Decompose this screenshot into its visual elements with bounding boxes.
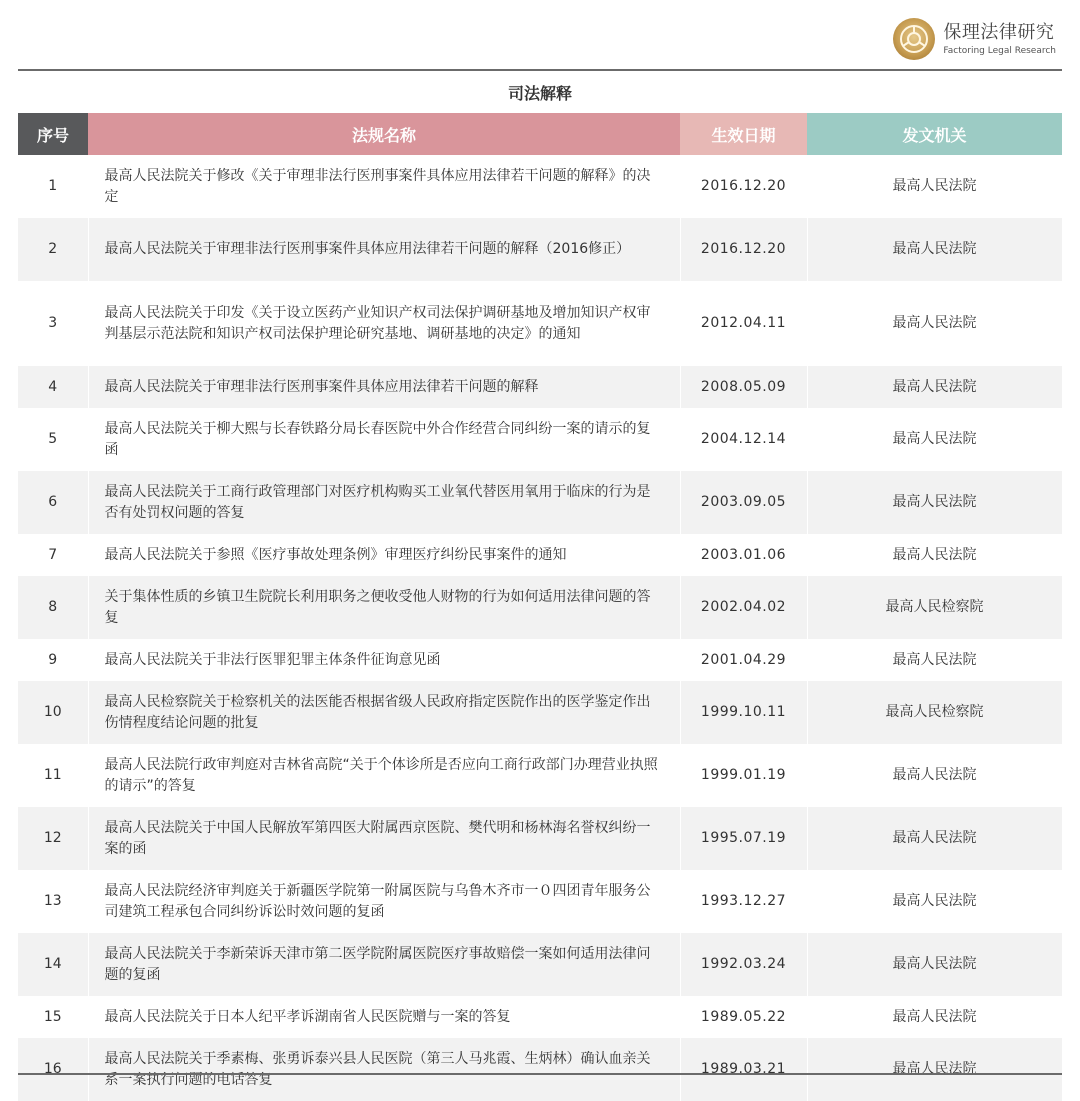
table-row: [18, 807, 1062, 870]
issuing-authority: 最高人民法院: [807, 534, 1062, 576]
regulation-name: 最高人民法院关于日本人纪平孝诉湖南省人民医院赠与一案的答复: [88, 996, 680, 1038]
table-row: [18, 218, 1062, 281]
row-number: 15: [18, 996, 88, 1038]
regulation-name: 最高人民法院关于工商行政管理部门对医疗机构购买工业氧代替医用氧用于临床的行为是否有处罚权问题的答复: [88, 471, 680, 534]
row-number: 8: [18, 576, 88, 639]
table-row: [18, 1038, 1062, 1101]
effective-date: 2008.05.09: [680, 366, 807, 408]
effective-date: 1999.10.11: [680, 681, 807, 744]
brand-name-cn: 保理法律研究: [943, 21, 1055, 43]
effective-date: 2003.09.05: [680, 471, 807, 534]
column-header-name: 法规名称: [88, 113, 680, 155]
table-bottom-rule: [18, 1073, 1062, 1075]
table-row: [18, 870, 1062, 933]
row-number: 6: [18, 471, 88, 534]
table-row: [18, 681, 1062, 744]
page-header: [18, 0, 1062, 71]
row-number: 13: [18, 870, 88, 933]
table-row: [18, 639, 1062, 681]
table-row: [18, 366, 1062, 408]
row-number: 16: [18, 1038, 88, 1101]
effective-date: 1989.05.22: [680, 996, 807, 1038]
regulation-name: 最高人民法院关于审理非法行医刑事案件具体应用法律若干问题的解释: [88, 366, 680, 408]
issuing-authority: 最高人民法院: [807, 870, 1062, 933]
table-row: [18, 996, 1062, 1038]
effective-date: 2012.04.11: [680, 281, 807, 366]
table-row: [18, 534, 1062, 576]
issuing-authority: 最高人民法院: [807, 1038, 1062, 1101]
row-number: 10: [18, 681, 88, 744]
column-header-date: 生效日期: [680, 113, 807, 155]
regulation-name: 最高人民法院经济审判庭关于新疆医学院第一附属医院与乌鲁木齐市一０四团青年服务公司建筑工程承包合同纠纷诉讼时效问题的复函: [88, 870, 680, 933]
effective-date: 1993.12.27: [680, 870, 807, 933]
issuing-authority: 最高人民法院: [807, 366, 1062, 408]
row-number: 3: [18, 281, 88, 366]
column-header-no: 序号: [18, 113, 88, 155]
issuing-authority: 最高人民法院: [807, 933, 1062, 996]
regulation-name: 最高人民法院关于柳大熙与长春铁路分局长春医院中外合作经营合同纠纷一案的请示的复函: [88, 408, 680, 471]
table-row: [18, 744, 1062, 807]
row-number: 11: [18, 744, 88, 807]
column-header-org: 发文机关: [807, 113, 1062, 155]
issuing-authority: 最高人民法院: [807, 155, 1062, 218]
table-row: [18, 471, 1062, 534]
effective-date: 1999.01.19: [680, 744, 807, 807]
effective-date: 1992.03.24: [680, 933, 807, 996]
regulation-name: 最高人民法院关于非法行医罪犯罪主体条件征询意见函: [88, 639, 680, 681]
issuing-authority: 最高人民法院: [807, 639, 1062, 681]
logo-emblem-icon: [893, 18, 935, 60]
effective-date: 2003.01.06: [680, 534, 807, 576]
regulation-name: 关于集体性质的乡镇卫生院院长利用职务之便收受他人财物的行为如何适用法律问题的答复: [88, 576, 680, 639]
regulation-table: [18, 113, 1063, 1101]
row-number: 12: [18, 807, 88, 870]
regulation-name: 最高人民检察院关于检察机关的法医能否根据省级人民政府指定医院作出的医学鉴定作出伤情程度结论问题的批复: [88, 681, 680, 744]
issuing-authority: 最高人民法院: [807, 281, 1062, 366]
issuing-authority: 最高人民法院: [807, 744, 1062, 807]
issuing-authority: 最高人民法院: [807, 218, 1062, 281]
brand: [893, 18, 1056, 60]
row-number: 14: [18, 933, 88, 996]
table-row: [18, 155, 1062, 218]
table-row: [18, 408, 1062, 471]
table-header-row: [18, 113, 1062, 155]
table-row: [18, 281, 1062, 366]
regulation-name: 最高人民法院关于修改《关于审理非法行医刑事案件具体应用法律若干问题的解释》的决定: [88, 155, 680, 218]
row-number: 7: [18, 534, 88, 576]
issuing-authority: 最高人民检察院: [807, 576, 1062, 639]
effective-date: 2004.12.14: [680, 408, 807, 471]
row-number: 4: [18, 366, 88, 408]
row-number: 1: [18, 155, 88, 218]
regulation-name: 最高人民法院行政审判庭对吉林省高院“关于个体诊所是否应向工商行政部门办理营业执照的请示”的答复: [88, 744, 680, 807]
regulation-name: 最高人民法院关于审理非法行医刑事案件具体应用法律若干问题的解释（2016修正）: [88, 218, 680, 281]
issuing-authority: 最高人民法院: [807, 408, 1062, 471]
row-number: 2: [18, 218, 88, 281]
effective-date: 1995.07.19: [680, 807, 807, 870]
table-row: [18, 576, 1062, 639]
issuing-authority: 最高人民法院: [807, 996, 1062, 1038]
row-number: 5: [18, 408, 88, 471]
brand-name-en: Factoring Legal Research: [943, 45, 1056, 56]
regulation-name: 最高人民法院关于参照《医疗事故处理条例》审理医疗纠纷民事案件的通知: [88, 534, 680, 576]
issuing-authority: 最高人民法院: [807, 471, 1062, 534]
effective-date: 2016.12.20: [680, 155, 807, 218]
row-number: 9: [18, 639, 88, 681]
section-title: 司法解释: [507, 84, 572, 103]
regulation-name: 最高人民法院关于中国人民解放军第四医大附属西京医院、樊代明和杨林海名誉权纠纷一案的函: [88, 807, 680, 870]
effective-date: 2016.12.20: [680, 218, 807, 281]
issuing-authority: 最高人民法院: [807, 807, 1062, 870]
effective-date: 1989.03.21: [680, 1038, 807, 1101]
issuing-authority: 最高人民检察院: [807, 681, 1062, 744]
effective-date: 2001.04.29: [680, 639, 807, 681]
regulation-name: 最高人民法院关于季素梅、张勇诉泰兴县人民医院（第三人马兆霞、生炳林）确认血亲关系一案执行问题的电话答复: [88, 1038, 680, 1101]
table-row: [18, 933, 1062, 996]
regulation-name: 最高人民法院关于印发《关于设立医药产业知识产权司法保护调研基地及增加知识产权审判基层示范法院和知识产权司法保护理论研究基地、调研基地的决定》的通知: [88, 281, 680, 366]
effective-date: 2002.04.02: [680, 576, 807, 639]
regulation-name: 最高人民法院关于李新荣诉天津市第二医学院附属医院医疗事故赔偿一案如何适用法律问题的复函: [88, 933, 680, 996]
